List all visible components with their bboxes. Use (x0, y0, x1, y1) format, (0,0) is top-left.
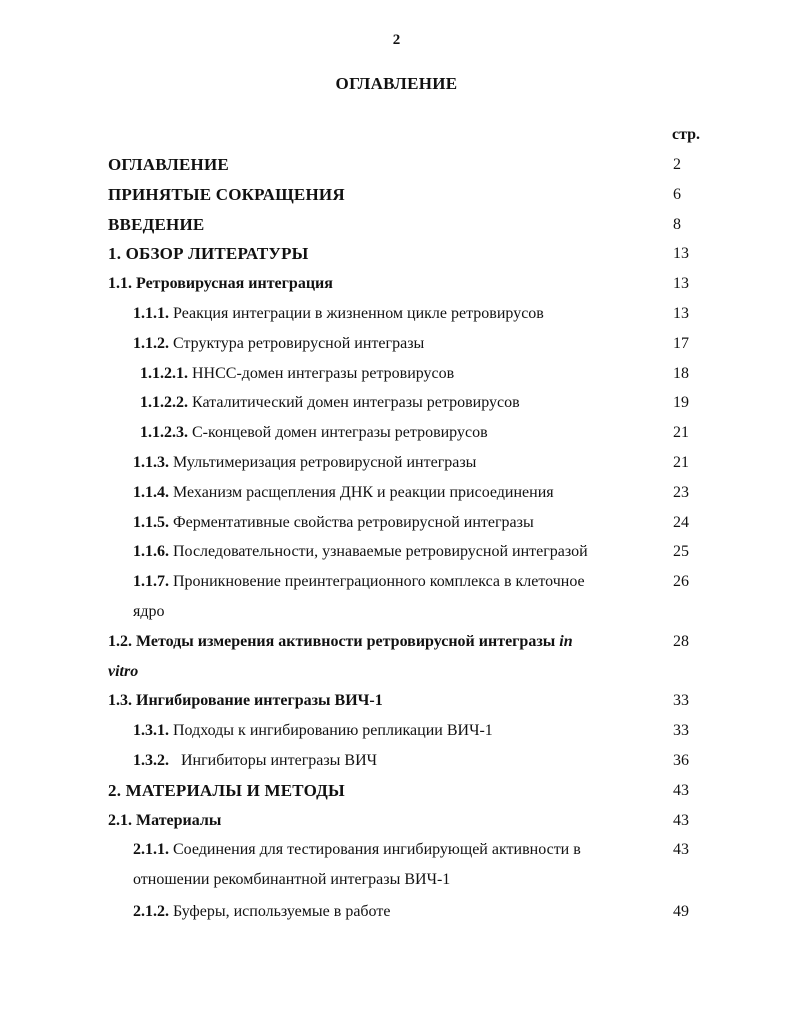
toc-entry (0, 418, 793, 448)
toc-entry-text: ОБЗОР ЛИТЕРАТУРЫ (121, 244, 309, 264)
toc-entry-title (133, 746, 377, 776)
toc-entry-number: 1.2. (108, 632, 132, 650)
toc-entry-number: 1.1.6. (133, 543, 169, 561)
toc-entry (0, 897, 793, 927)
page-title: ОГЛАВЛЕНИЕ (335, 74, 458, 93)
toc-entry-page: 6 (673, 185, 681, 203)
toc-entry (0, 269, 793, 299)
toc-entry (0, 359, 793, 389)
toc-entry-title (108, 806, 221, 836)
toc-entry-number: 1.1.3. (133, 453, 169, 471)
toc-entry-page: 19 (673, 394, 689, 412)
toc-entry-text: Каталитический домен интегразы ретровирусов (188, 394, 520, 412)
toc-entry-page: 18 (673, 364, 689, 382)
toc-entry-page: 49 (673, 902, 689, 920)
toc-entry-page: 21 (673, 453, 689, 471)
toc-entry-text: Ферментативные свойства ретровирусной интегразы (169, 513, 534, 531)
toc-entry (0, 388, 793, 418)
toc-entry-number: 1. (108, 244, 122, 264)
toc-entry-page: 43 (673, 781, 689, 799)
toc-entry-number: 1.1. (108, 275, 132, 293)
toc-entry-page: 23 (673, 483, 689, 501)
toc-entry (0, 299, 793, 329)
toc-entry-text: Методы измерения активности ретровирусной интегразы (132, 632, 560, 650)
toc-entry-continuation-text: vitro (108, 662, 139, 680)
table-of-contents (0, 150, 793, 927)
toc-entry-number: 1.3.1. (133, 722, 169, 740)
toc-entry (0, 210, 793, 240)
toc-entry-text: HHCC-домен интегразы ретровирусов (188, 364, 455, 382)
toc-entry (0, 627, 793, 657)
toc-entry-text: МАТЕРИАЛЫ И МЕТОДЫ (121, 780, 345, 800)
toc-entry-continuation-text: ядро (133, 602, 165, 620)
toc-entry-text: ВВЕДЕНИЕ (108, 214, 205, 234)
toc-entry-number: 1.3.2. (133, 751, 169, 769)
toc-entry-text: Материалы (132, 811, 222, 829)
toc-entry-page: 36 (673, 751, 689, 769)
toc-entry-number: 2. (108, 780, 122, 800)
toc-entry-title (133, 537, 588, 567)
toc-entry (0, 537, 793, 567)
toc-entry (0, 180, 793, 210)
toc-entry-text: Ингибирование интегразы ВИЧ-1 (132, 692, 383, 710)
toc-entry-number: 1.1.2.3. (140, 424, 188, 442)
toc-entry-continuation (0, 865, 793, 895)
toc-entry-page: 13 (673, 275, 689, 293)
toc-entry-number: 1.1.2. (133, 334, 169, 352)
toc-entry-title (108, 180, 345, 210)
toc-entry-text: Соединения для тестирования ингибирующей активности в (169, 841, 581, 859)
toc-entry-title (133, 716, 493, 746)
toc-entry-continuation (0, 597, 793, 627)
toc-entry-title (108, 150, 229, 180)
toc-entry-page: 8 (673, 215, 681, 233)
toc-entry-text: Подходы к ингибированию репликации ВИЧ-1 (169, 722, 493, 740)
toc-entry-number: 1.3. (108, 692, 132, 710)
toc-entry-text: Проникновение преинтеграционного комплекса в клеточное (169, 573, 585, 591)
toc-entry-page: 28 (673, 632, 689, 650)
toc-entry-title (108, 239, 309, 269)
toc-entry-text: Реакция интеграции в жизненном цикле ретровирусов (169, 304, 544, 322)
toc-entry (0, 835, 793, 865)
toc-entry-page: 13 (673, 245, 689, 263)
toc-entry-page: 21 (673, 424, 689, 442)
toc-entry-text: ПРИНЯТЫЕ СОКРАЩЕНИЯ (108, 184, 345, 204)
toc-entry (0, 567, 793, 597)
toc-entry (0, 239, 793, 269)
toc-entry-page: 33 (673, 722, 689, 740)
toc-entry-page: 13 (673, 304, 689, 322)
toc-entry (0, 508, 793, 538)
toc-entry-title (133, 835, 581, 865)
toc-entry-text: Последовательности, узнаваемые ретровирусной интегразой (169, 543, 588, 561)
toc-entry-title (108, 627, 573, 657)
toc-entry-number: 1.1.2.2. (140, 394, 188, 412)
toc-entry-text: Ретровирусная интеграция (132, 275, 333, 293)
toc-entry-text: ОГЛАВЛЕНИЕ (108, 155, 229, 174)
toc-entry-title (140, 388, 520, 418)
toc-entry-page: 25 (673, 543, 689, 561)
toc-entry (0, 478, 793, 508)
page-number: 2 (392, 32, 401, 48)
toc-entry (0, 329, 793, 359)
toc-entry-title (133, 567, 585, 597)
toc-entry-text: Ингибиторы интегразы ВИЧ (169, 751, 378, 769)
toc-entry-italic: in (559, 632, 573, 650)
toc-entry-title (108, 686, 383, 716)
toc-entry-text: Мультимеризация ретровирусной интегразы (169, 453, 477, 471)
toc-entry-title (140, 418, 488, 448)
toc-entry-page: 43 (673, 811, 689, 829)
toc-entry-title (133, 329, 424, 359)
toc-entry-text: Структура ретровирусной интегразы (169, 334, 425, 352)
toc-entry-number: 2.1. (108, 811, 132, 829)
toc-entry-page: 2 (673, 156, 681, 173)
toc-entry-number: 1.1.1. (133, 304, 169, 322)
toc-entry-title (133, 478, 554, 508)
toc-entry-page: 33 (673, 692, 689, 710)
toc-entry-text: Механизм расщепления ДНК и реакции присоединения (169, 483, 554, 501)
toc-entry-number: 1.1.7. (133, 573, 169, 591)
toc-entry-title (108, 776, 345, 806)
toc-entry-text: С-концевой домен интегразы ретровирусов (188, 424, 488, 442)
toc-entry-page: 43 (673, 841, 689, 859)
toc-entry (0, 448, 793, 478)
toc-entry-text: Буферы, используемые в работе (169, 902, 391, 920)
toc-entry-number: 1.1.5. (133, 513, 169, 531)
toc-entry-number: 2.1.2. (133, 902, 169, 920)
toc-entry-title (108, 269, 333, 299)
toc-entry (0, 686, 793, 716)
toc-entry-title (133, 299, 544, 329)
toc-entry-title (133, 508, 534, 538)
toc-entry (0, 716, 793, 746)
toc-entry-title (133, 448, 476, 478)
toc-entry (0, 776, 793, 806)
toc-entry-title (108, 210, 204, 240)
toc-entry-number: 1.1.2.1. (140, 364, 188, 382)
toc-entry (0, 746, 793, 776)
toc-entry-page: 24 (673, 513, 689, 531)
toc-entry-number: 1.1.4. (133, 483, 169, 501)
toc-entry-title (140, 359, 454, 389)
toc-entry-number: 2.1.1. (133, 841, 169, 859)
toc-entry (0, 150, 793, 180)
toc-entry (0, 806, 793, 836)
toc-entry-page: 17 (673, 334, 689, 352)
toc-entry-continuation (0, 657, 793, 687)
toc-entry-title (133, 897, 390, 927)
toc-entry-page: 26 (673, 573, 689, 591)
page-column-header: стр. (672, 126, 701, 143)
toc-entry-continuation-text: отношении рекомбинантной интегразы ВИЧ-1 (133, 871, 451, 889)
